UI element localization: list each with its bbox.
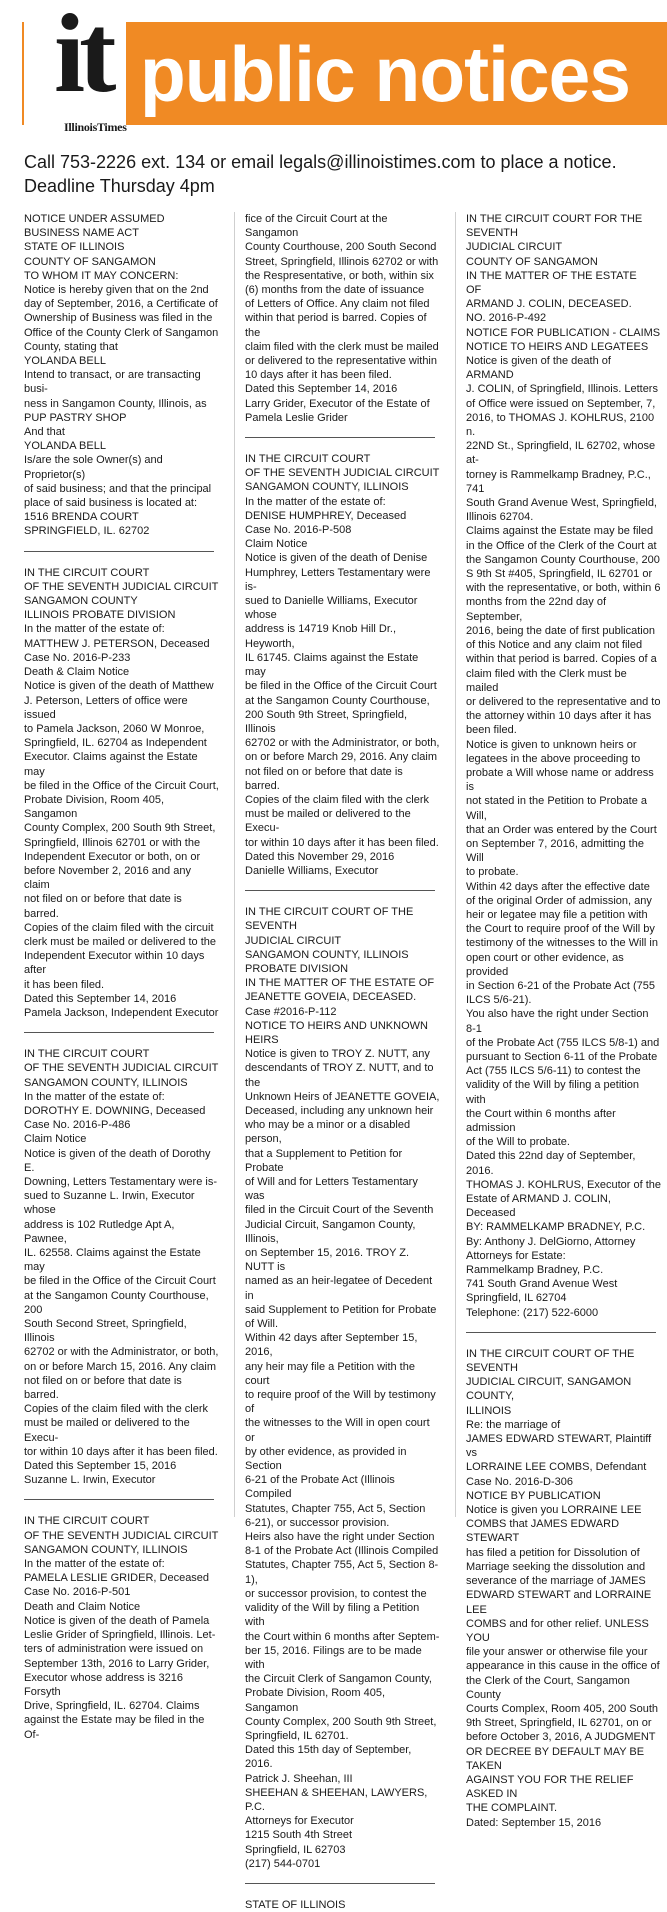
notice-line: 22ND St., Springfield, IL 62702, whose at- xyxy=(466,440,656,467)
notice-line: Dated this September 14, 2016 xyxy=(24,992,177,1005)
notice-line: In the matter of the estate of: xyxy=(24,1558,165,1571)
legal-notice xyxy=(24,212,219,539)
notice-line: the Sangamon County Courthouse, 200 xyxy=(466,553,660,566)
notice-line: probate a Will whose name or address is xyxy=(466,766,654,794)
notice-line: not filed on or before that date is barred. xyxy=(24,1374,182,1402)
notice-line: in Section 6-21 of the Probate Act (755 xyxy=(466,979,655,992)
notice-line: sued to Suzanne L. Irwin, Executor whose xyxy=(24,1190,195,1217)
notice-line: testimony of the witnesses to the Will in xyxy=(466,937,658,950)
notice-line: pursuant to Section 6-11 of the Probate xyxy=(466,1050,658,1063)
notice-line: Re: the marriage of xyxy=(466,1418,561,1431)
notice-line: Case No. 2016-P-233 xyxy=(24,651,131,664)
notice-line: Dated: September 15, 2016 xyxy=(466,1816,602,1829)
notice-line: Notice is given to unknown heirs or xyxy=(466,738,637,751)
notice-line: NOTICE FOR PUBLICATION - CLAIMS xyxy=(466,326,661,339)
notice-line: 200 South 9th Street, Springfield, Illinois xyxy=(245,708,408,735)
column-3 xyxy=(466,212,662,1829)
notice-line: the Court within 6 months after admission xyxy=(466,1107,616,1134)
notice-line: file your answer or otherwise file your xyxy=(466,1646,648,1659)
notice-line: of Office were issued on September, 7, xyxy=(466,397,656,410)
notice-line: Heirs also have the right under Section xyxy=(245,1531,435,1544)
notice-line: clerk must be mailed or delivered to the xyxy=(24,935,216,948)
notice-line: COUNTY OF SANGAMON xyxy=(466,255,598,268)
notice-line: torney is Rammelkamp Bradney, P.C., 741 xyxy=(466,468,651,495)
notice-line: the Circuit Clerk of Sangamon County, xyxy=(245,1673,432,1686)
notice-line: to require proof of the Will by testimony of xyxy=(245,1389,436,1416)
notice-line: JUDICIAL CIRCUIT xyxy=(245,934,342,947)
notice-line: sued to Danielle Williams, Executor whose xyxy=(245,595,418,622)
notice-line: Estate of ARMAND J. COLIN, Deceased xyxy=(466,1193,611,1220)
notice-line: 10 days after it has been filed. xyxy=(245,369,392,382)
notice-line: vs xyxy=(466,1447,477,1460)
notice-line: You also have the right under Section 8-1 xyxy=(466,1008,649,1035)
notice-line: ILLINOIS PROBATE DIVISION xyxy=(24,609,176,622)
notice-line: In the matter of the estate of: xyxy=(245,495,386,508)
notice-line: Deceased, including any unknown heir xyxy=(245,1104,434,1117)
notice-line: YOLANDA BELL xyxy=(24,355,106,368)
notice-line: ILLINOIS xyxy=(466,1404,512,1417)
notice-line: NOTICE UNDER ASSUMED xyxy=(24,213,165,225)
notice-line: at the Sangamon County Courthouse, xyxy=(245,694,430,707)
notice-line: STATE OF ILLINOIS xyxy=(24,241,125,254)
page-title: public notices xyxy=(140,30,630,118)
notice-line: County Complex, 200 South 9th Street, xyxy=(245,1715,437,1728)
notice-line: 62702 or with the Administrator, or both, xyxy=(24,1346,219,1359)
notice-line: Act (755 ILCS 5/6-11) to contest the xyxy=(466,1065,641,1078)
notice-line: Leslie Grider of Springfield, Illinois. Let- xyxy=(24,1629,216,1642)
notice-line: OF THE SEVENTH JUDICIAL CIRCUIT xyxy=(24,1062,219,1075)
notice-line: Springfield, Illinois 62701 or with the xyxy=(24,836,201,849)
notice-line: of this Notice and any claim not filed xyxy=(466,639,643,652)
notice-line: Within 42 days after the effective date xyxy=(466,880,650,893)
notice-line: Street, Springfield, Illinois 62702 or with xyxy=(245,255,439,268)
notice-line: been filed. xyxy=(466,724,517,737)
notice-line: or delivered to the representative and to xyxy=(466,695,661,708)
notice-line: open court or other evidence, as provided xyxy=(466,951,624,978)
notice-line: NO. 2016-P-492 xyxy=(466,312,547,325)
notice-line: COMBS that JAMES EDWARD STEWART xyxy=(466,1518,620,1545)
notice-line: TO WHOM IT MAY CONCERN: xyxy=(24,269,179,282)
notice-line: Copies of the claim filed with the clerk xyxy=(24,1403,209,1416)
notice-line: SPRINGFIELD, IL. 62702 xyxy=(24,525,150,538)
notice-line: Attorneys for Estate: xyxy=(466,1249,566,1262)
notice-line: County, stating that xyxy=(24,340,118,353)
notice-line: fice of the Circuit Court at the Sangamon xyxy=(245,213,388,240)
notice-line: to Pamela Jackson, 2060 W Monroe, xyxy=(24,722,205,735)
notice-line: by other evidence, as provided in Section xyxy=(245,1445,407,1473)
notice-line: Notice is hereby given that on the 2nd xyxy=(24,284,209,297)
notice-line: Illinois 62704. xyxy=(466,511,534,524)
notice-line: Suzanne L. Irwin, Executor xyxy=(24,1474,156,1487)
notice-line: OF THE SEVENTH JUDICIAL CIRCUIT xyxy=(245,467,440,480)
notice-separator xyxy=(245,890,435,891)
notice-line: SANGAMON COUNTY xyxy=(24,595,138,608)
notice-line: it has been filed. xyxy=(24,978,105,991)
notice-line: J. Peterson, Letters of office were issued xyxy=(24,694,188,721)
notice-line: not filed on or before that date is barred. xyxy=(24,893,182,920)
notice-line: Larry Grider, Executor of the Estate of xyxy=(245,397,430,410)
notice-line: IN THE CIRCUIT COURT xyxy=(24,566,150,579)
notice-line: 2016, being the date of first publication xyxy=(466,624,655,637)
notice-line: BY: RAMMELKAMP BRADNEY, P.C. xyxy=(466,1221,646,1234)
logo-mark: it xyxy=(54,0,111,116)
notice-line: descendants of TROY Z. NUTT, and to the xyxy=(245,1062,434,1089)
notice-line: named as an heir-legatee of Decedent in xyxy=(245,1275,433,1302)
notice-line: must be mailed or delivered to the Execu- xyxy=(245,808,411,835)
logo-subtitle: IllinoisTimes xyxy=(64,120,127,134)
notice-line: Executor. Claims against the Estate may xyxy=(24,751,198,778)
notice-line: Death and Claim Notice xyxy=(24,1600,141,1613)
notice-line: claim filed with the Clerk must be mailed xyxy=(466,667,627,694)
notice-line: Unknown Heirs of JEANETTE GOVEIA, xyxy=(245,1090,440,1103)
notice-line: the attorney within 10 days after it has xyxy=(466,710,652,723)
notice-line: Notice is given you LORRAINE LEE xyxy=(466,1504,642,1517)
notice-line: Dated this September 15, 2016 xyxy=(24,1460,177,1473)
notice-line: Telephone: (217) 522-6000 xyxy=(466,1306,599,1319)
notice-line: Attorneys for Executor xyxy=(245,1815,354,1828)
notice-line: Copies of the claim filed with the clerk xyxy=(245,793,430,806)
notice-line: legatees in the above proceeding to xyxy=(466,752,641,765)
notice-line: PROBATE DIVISION xyxy=(245,962,349,975)
notice-line: Pamela Jackson, Independent Executor xyxy=(24,1006,219,1019)
notice-line: OR DECREE BY DEFAULT MAY BE TAKEN xyxy=(466,1745,645,1772)
notice-line: County Complex, 200 South 9th Street, xyxy=(24,822,216,835)
notice-line: (217) 544-0701 xyxy=(245,1857,321,1870)
notice-line: Notice is given to TROY Z. NUTT, any xyxy=(245,1048,430,1061)
notice-line: at the Sangamon County Courthouse, 200 xyxy=(24,1289,209,1316)
notice-line: Case No. 2016-D-306 xyxy=(466,1475,574,1488)
notice-line: heir or legatee may file a petition with xyxy=(466,908,648,921)
notice-line: be filed in the Office of the Circuit Court xyxy=(245,680,437,693)
notice-line: tor within 10 days after it has been filed. xyxy=(24,1445,218,1458)
notice-line: within that period is barred. Copies of the xyxy=(245,312,427,339)
notice-line: must be mailed or delivered to the Execu- xyxy=(24,1417,190,1444)
notice-line: address is 102 Rutledge Apt A, Pawnee, xyxy=(24,1218,175,1245)
legal-notice xyxy=(466,1347,661,1830)
notice-separator xyxy=(245,437,435,438)
notice-line: the Court within 6 months after Septem- xyxy=(245,1630,440,1643)
notice-line: South Second Street, Springfield, Illinois xyxy=(24,1318,187,1345)
masthead xyxy=(0,0,667,140)
notice-line: ber 15, 2016. Filings are to be made with xyxy=(245,1644,422,1671)
notice-line: of the Probate Act (755 ILCS 5/8-1) and xyxy=(466,1036,660,1049)
notice-line: ters of administration were issued on xyxy=(24,1643,204,1656)
notice-line: claim filed with the clerk must be mailed xyxy=(245,340,439,353)
notice-line: be filed in the Office of the Circuit Court xyxy=(24,1275,216,1288)
notice-line: Dated this 22nd day of September, 2016. xyxy=(466,1150,636,1177)
notice-line: AGAINST YOU FOR THE RELIEF ASKED IN xyxy=(466,1773,634,1801)
notice-line: THE COMPLAINT. xyxy=(466,1802,558,1815)
notice-line: Rammelkamp Bradney, P.C. xyxy=(466,1264,604,1277)
notice-line: By: Anthony J. DelGiorno, Attorney xyxy=(466,1235,636,1248)
notice-line: BUSINESS NAME ACT xyxy=(24,227,139,240)
notice-separator xyxy=(24,551,214,552)
notice-line: that a Supplement to Petition for Probate xyxy=(245,1147,403,1174)
notice-line: Springfield, IL 62703 xyxy=(245,1843,346,1856)
contact-info xyxy=(24,150,617,198)
notice-line: SANGAMON COUNTY, ILLINOIS xyxy=(24,1076,188,1089)
notice-line: who may be a minor or a disabled person, xyxy=(245,1119,411,1146)
notice-line: on or before March 15, 2016. Any claim xyxy=(24,1360,216,1373)
notice-line: of Will. xyxy=(245,1318,278,1331)
notice-line: Case #2016-P-112 xyxy=(245,1005,337,1018)
notice-line: 8-1 of the Probate Act (Illinois Compiled xyxy=(245,1545,439,1558)
notice-line: SANGAMON COUNTY, ILLINOIS xyxy=(245,481,409,494)
notice-line: Humphrey, Letters Testamentary were is- xyxy=(245,566,431,593)
notice-line: or delivered to the representative within xyxy=(245,355,437,368)
illinois-times-logo xyxy=(24,0,127,134)
notice-line: address is 14719 Knob Hill Dr., Heyworth, xyxy=(245,623,397,650)
notice-line: YOLANDA BELL xyxy=(24,440,106,453)
notice-line: not filed on or before that date is barred. xyxy=(245,765,403,792)
notice-line: S 9th St #405, Springfield, IL 62701 or xyxy=(466,568,653,581)
notice-line: filed in the Circuit Court of the Seventh xyxy=(245,1204,434,1217)
column-2 xyxy=(245,212,440,1911)
notice-line: PUP PASTRY SHOP xyxy=(24,411,127,424)
notice-line: SANGAMON COUNTY, ILLINOIS xyxy=(245,948,409,961)
notice-line: NOTICE TO HEIRS AND UNKNOWN HEIRS xyxy=(245,1019,428,1046)
legal-notice xyxy=(24,566,219,1021)
notice-line: the Respresentative, or both, within six xyxy=(245,269,434,282)
notice-line: of the original Order of admission, any xyxy=(466,894,652,907)
notice-line: ARMAND J. COLIN, DECEASED. xyxy=(466,298,632,311)
notice-line: Marriage seeking the dissolution and xyxy=(466,1560,646,1573)
notice-line: on September 15, 2016. TROY Z. NUTT is xyxy=(245,1247,410,1274)
legal-notice xyxy=(466,212,661,1320)
notice-line: said Supplement to Petition for Probate xyxy=(245,1303,437,1316)
notice-line: of Letters of Office. Any claim not filed xyxy=(245,298,430,311)
notice-line: before November 2, 2016 and any claim xyxy=(24,864,191,892)
notice-line: any heir may file a Petition with the court xyxy=(245,1360,415,1387)
notice-line: IN THE MATTER OF THE ESTATE xyxy=(466,269,637,282)
notice-line: Statutes, Chapter 755, Act 5, Section 8-1), xyxy=(245,1559,439,1586)
notice-line: Claim Notice xyxy=(24,1133,87,1146)
notice-line: in the Office of the Clerk of the Court at xyxy=(466,539,657,552)
notice-line: COUNTY OF SANGAMON xyxy=(24,255,156,268)
notice-line: IN THE CIRCUIT COURT xyxy=(24,1048,150,1061)
notice-line: Claim Notice xyxy=(245,538,308,551)
notice-line: of the Will to probate. xyxy=(466,1136,570,1149)
notice-line: SHEEHAN & SHEEHAN, LAWYERS, P.C. xyxy=(245,1786,428,1813)
notice-line: Case No. 2016-P-508 xyxy=(245,524,352,537)
notice-line: JUDICIAL CIRCUIT xyxy=(466,241,563,254)
notice-line: with the representative, or both, within 6 xyxy=(466,582,661,595)
notice-line: JAMES EDWARD STEWART, Plaintiff xyxy=(466,1433,652,1446)
notice-line: tor within 10 days after it has been filed. xyxy=(245,836,439,849)
legal-notice xyxy=(245,1898,440,1912)
notice-line: Statutes, Chapter 755, Act 5, Section xyxy=(245,1502,426,1515)
notices-columns xyxy=(24,212,664,1911)
notice-line: 2016, to THOMAS J. KOHLRUS, 2100 n. xyxy=(466,411,655,439)
notice-line: IL. 62558. Claims against the Estate may xyxy=(24,1247,201,1274)
notice-line: IN THE CIRCUIT COURT FOR THE SEVENTH xyxy=(466,213,643,240)
notice-line: In the matter of the estate of: xyxy=(24,623,165,636)
notice-line: EDWARD STEWART and LORRAINE LEE xyxy=(466,1589,652,1616)
notice-line: Office of the County Clerk of Sangamon xyxy=(24,326,219,339)
notice-line: day of September, 2016, a Certificate of xyxy=(24,298,218,311)
legal-notice xyxy=(245,905,440,1871)
notice-line: Case No. 2016-P-486 xyxy=(24,1119,131,1132)
notice-line: validity of the Will by filing a Petition with xyxy=(245,1602,420,1629)
notice-line: severance of the marriage of JAMES xyxy=(466,1575,646,1588)
notice-line: (6) months from the date of issuance xyxy=(245,284,425,297)
notice-line: IN THE CIRCUIT COURT OF THE SEVENTH xyxy=(466,1347,635,1375)
notice-line: Copies of the claim filed with the circuit xyxy=(24,921,214,934)
notice-line: Notice is given of the death of Dorothy E. xyxy=(24,1147,211,1174)
notice-line: place of said business is located at: xyxy=(24,497,198,510)
legal-notice xyxy=(24,1047,219,1487)
notice-line: Within 42 days after September 15, 2016, xyxy=(245,1332,418,1359)
notice-line: Probate Division, Room 405, Sangamon xyxy=(24,793,165,821)
notice-line: Pamela Leslie Grider xyxy=(245,411,348,424)
notice-line: the Clerk of the Court, Sangamon County xyxy=(466,1674,630,1701)
notice-line: County Courthouse, 200 South Second xyxy=(245,241,437,254)
notice-line: J. COLIN, of Springfield, Illinois. Letters xyxy=(466,383,658,396)
notice-line: Is/are the sole Owner(s) and Proprietor(s) xyxy=(24,454,163,481)
notice-line: Notice is given of the death of Pamela xyxy=(24,1614,210,1627)
deadline-line: Deadline Thursday 4pm xyxy=(24,176,215,196)
notice-line: September 13th, 2016 to Larry Grider, xyxy=(24,1657,210,1670)
notice-line: IL 61745. Claims against the Estate may xyxy=(245,651,419,679)
notice-line: Patrick J. Sheehan, III xyxy=(245,1772,353,1785)
notice-line: SANGAMON COUNTY, ILLINOIS xyxy=(24,1543,188,1556)
notice-line: Intend to transact, or are transacting busi- xyxy=(24,369,201,396)
notice-separator xyxy=(24,1032,214,1033)
notice-line: the witnesses to the Will in open court or xyxy=(245,1417,430,1444)
notice-line: Dated this November 29, 2016 xyxy=(245,850,395,863)
notice-line: not stated in the Petition to Probate a Will, xyxy=(466,795,648,822)
notice-line: Probate Division, Room 405, Sangamon xyxy=(245,1687,386,1714)
notice-line: Dated this September 14, 2016 xyxy=(245,383,398,396)
notice-line: Notice is given of the death of Matthew xyxy=(24,680,214,693)
notice-line: Death & Claim Notice xyxy=(24,666,130,679)
notice-line: PAMELA LESLIE GRIDER, Deceased xyxy=(24,1572,210,1585)
notice-line: 1215 South 4th Street xyxy=(245,1829,353,1842)
notice-line: of said business; and that the principal xyxy=(24,482,212,495)
column-1 xyxy=(24,212,219,1741)
notice-line: Notice is given of the death of ARMAND xyxy=(466,355,611,382)
notice-line: Judicial Circuit, Sangamon County, Illinois, xyxy=(245,1218,416,1245)
notice-line: Drive, Springfield, IL. 62704. Claims xyxy=(24,1700,200,1713)
notice-line: IN THE CIRCUIT COURT xyxy=(24,1515,150,1528)
notice-line: on or before March 29, 2016. Any claim xyxy=(245,751,437,764)
notice-line: Springfield, IL 62704 xyxy=(466,1292,567,1305)
notice-line: And that xyxy=(24,426,65,439)
notice-line: STATE OF ILLINOIS xyxy=(245,1898,346,1911)
legal-notice xyxy=(245,212,440,425)
notice-line: months from the 22nd day of September, xyxy=(466,596,607,623)
notice-line: OF xyxy=(466,284,482,297)
notice-line: appearance in this cause in the office of xyxy=(466,1660,660,1673)
notice-line: 9th Street, Springfield, IL 62701, on or xyxy=(466,1717,652,1730)
notice-line: OF THE SEVENTH JUDICIAL CIRCUIT xyxy=(24,580,219,593)
notice-line: ness in Sangamon County, Illinois, as xyxy=(24,397,207,410)
notice-line: has filed a petition for Dissolution of xyxy=(466,1546,640,1559)
notice-line: JUDICIAL CIRCUIT, SANGAMON COUNTY, xyxy=(466,1376,632,1403)
notice-line: within that period is barred. Copies of a xyxy=(466,653,657,666)
notice-line: 6-21 of the Probate Act (Illinois Compiled xyxy=(245,1474,395,1501)
notice-line: OF THE SEVENTH JUDICIAL CIRCUIT xyxy=(24,1529,219,1542)
notice-line: Independent Executor within 10 days after xyxy=(24,950,205,977)
legal-notice xyxy=(245,452,440,878)
legal-notice xyxy=(24,1514,219,1741)
notice-separator xyxy=(24,1499,214,1500)
notice-line: Claims against the Estate may be filed xyxy=(466,525,654,538)
notice-line: Springfield, IL 62701. xyxy=(245,1729,349,1742)
notice-line: DOROTHY E. DOWNING, Deceased xyxy=(24,1104,206,1117)
notice-line: JEANETTE GOVEIA, DECEASED. xyxy=(245,991,417,1004)
notice-line: IN THE CIRCUIT COURT xyxy=(245,453,371,466)
notice-line: Downing, Letters Testamentary were is- xyxy=(24,1176,217,1188)
notice-line: Dated this 15th day of September, 2016. xyxy=(245,1744,412,1771)
notice-line: DENISE HUMPHREY, Deceased xyxy=(245,509,407,522)
notice-line: Danielle Williams, Executor xyxy=(245,864,379,877)
notice-line: Case No. 2016-P-501 xyxy=(24,1586,131,1599)
notice-line: IN THE MATTER OF THE ESTATE OF xyxy=(245,977,435,990)
notice-line: of Will and for Letters Testamentary was xyxy=(245,1176,418,1203)
notice-line: Executor whose address is 3216 Forsyth xyxy=(24,1671,183,1698)
notice-line: NOTICE TO HEIRS AND LEGATEES xyxy=(466,340,649,353)
notice-line: or successor provision, to contest the xyxy=(245,1587,427,1600)
notice-line: Ownership of Business was filed in the xyxy=(24,312,213,325)
notice-line: on September 7, 2016, admitting the Will xyxy=(466,837,644,865)
notice-line: COMBS and for other relief. UNLESS YOU xyxy=(466,1617,649,1644)
notice-line: South Grand Avenue West, Springfield, xyxy=(466,497,657,510)
notice-line: 62702 or with the Administrator, or both, xyxy=(245,737,440,750)
notice-line: Courts Complex, Room 405, 200 South xyxy=(466,1702,658,1715)
contact-line: Call 753-2226 ext. 134 or email legals@illinoistimes.com to place a notice. xyxy=(24,152,617,172)
notice-line: ILCS 5/6-21). xyxy=(466,994,532,1007)
notice-line: In the matter of the estate of: xyxy=(24,1090,165,1103)
notice-line: THOMAS J. KOHLRUS, Executor of the xyxy=(466,1178,662,1191)
notice-line: Springfield, IL. 62704 as Independent xyxy=(24,737,207,750)
notice-line: 1516 BRENDA COURT xyxy=(24,511,139,524)
notice-line: against the Estate may be filed in the Of- xyxy=(24,1714,205,1741)
notice-line: LORRAINE LEE COMBS, Defendant xyxy=(466,1461,647,1474)
notice-line: 6-21), or successor provision. xyxy=(245,1516,390,1529)
notice-line: NOTICE BY PUBLICATION xyxy=(466,1489,601,1502)
notice-separator xyxy=(466,1332,656,1333)
notice-line: Independent Executor or both, on or xyxy=(24,850,201,863)
notice-line: 741 South Grand Avenue West xyxy=(466,1278,618,1291)
notice-line: MATTHEW J. PETERSON, Deceased xyxy=(24,637,210,650)
notice-line: be filed in the Office of the Circuit Court, xyxy=(24,779,219,792)
notice-line: that an Order was entered by the Court xyxy=(466,823,657,836)
notice-line: validity of the Will by filing a petition with xyxy=(466,1079,640,1106)
notice-separator xyxy=(245,1883,435,1884)
notice-line: Notice is given of the death of Denise xyxy=(245,552,428,565)
notice-line: the Court to require proof of the Will by xyxy=(466,923,655,936)
notice-line: before October 3, 2016, A JUDGMENT xyxy=(466,1731,656,1744)
notice-line: IN THE CIRCUIT COURT OF THE SEVENTH xyxy=(245,906,414,933)
notice-line: to probate. xyxy=(466,866,519,879)
